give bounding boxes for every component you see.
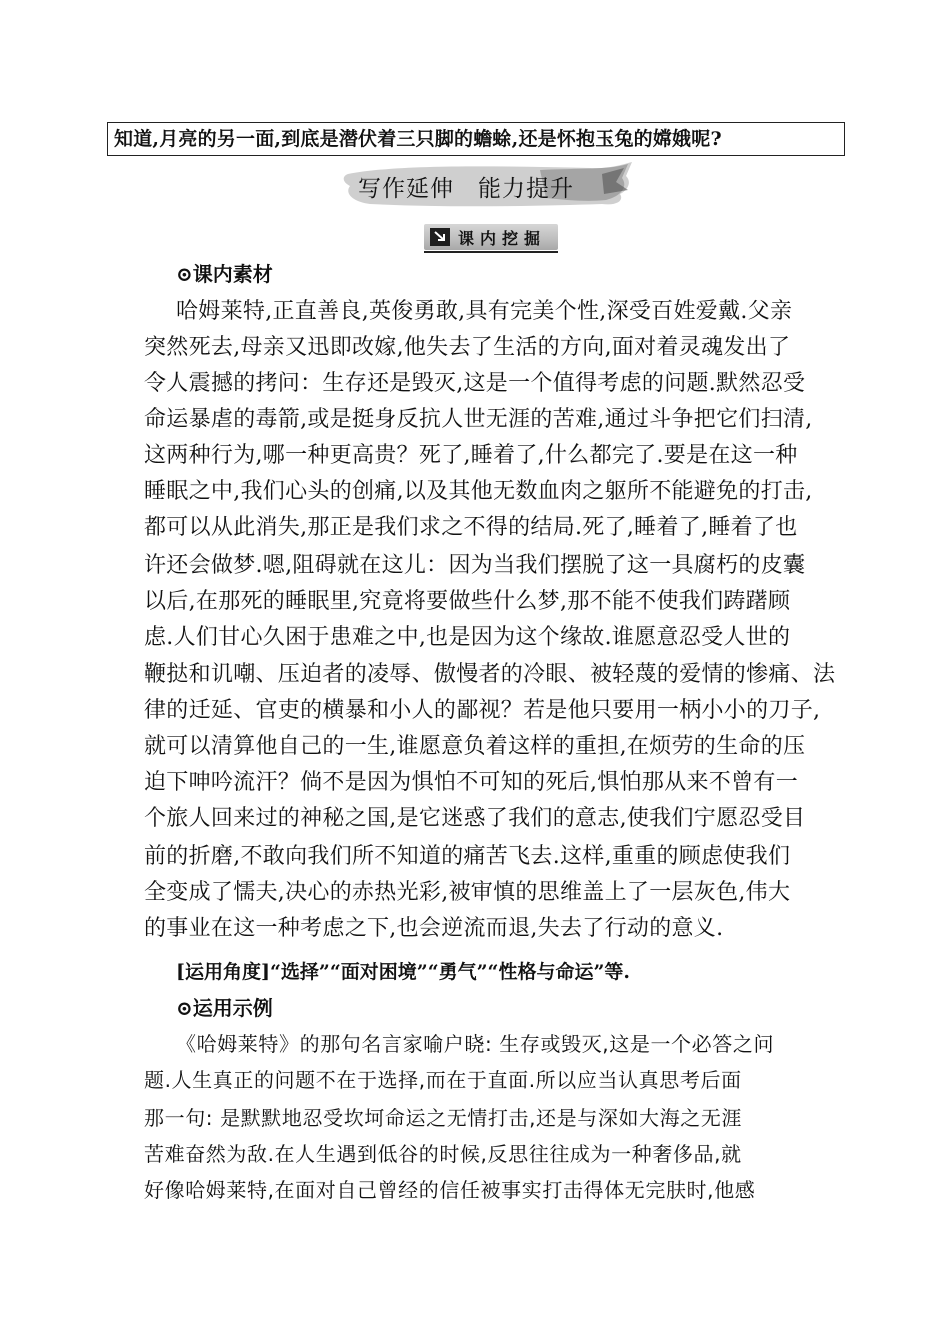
top-boxed-text: 知道,月亮的另一面,到底是潜伏着三只脚的蟾蜍,还是怀抱玉兔的嫦娥呢? (107, 122, 845, 156)
paragraph-line: 许还会做梦.嗯,阻碍就在这儿：因为当我们摆脱了这一具腐朽的皮囊 (144, 553, 806, 578)
paragraph-line: 的事业在这一种考虑之下,也会逆流而退,失去了行动的意义. (144, 916, 724, 941)
paragraph-line: 迫下呻吟流汗？倘不是因为惧怕不可知的死后,惧怕那从来不曾有一 (144, 770, 798, 795)
paragraph-line: 前的折磨,不敢向我们所不知道的痛苦飞去.这样,重重的顾虑使我们 (144, 844, 791, 869)
divider (424, 251, 558, 253)
example-line: 好像哈姆莱特,在面对自己曾经的信任被事实打击得体无完肤时,他感 (144, 1178, 756, 1202)
paragraph-line: 突然死去,母亲又迅即改嫁,他失去了生活的方向,面对着灵魂发出了 (144, 335, 791, 360)
arrow-down-right-icon (430, 228, 450, 246)
paragraph-line: 鞭挞和讥嘲、压迫者的凌辱、傲慢者的冷眼、被轻蔑的爱情的惨痛、法 (144, 662, 836, 687)
sub-section-banner (424, 224, 558, 250)
usage-angle: [运用角度]“选择”“面对困境”“勇气”“性格与命运”等. (176, 961, 631, 983)
sub-section-label: 课内挖掘 (458, 229, 547, 248)
section-title: 写作延伸 能力提升 (358, 176, 574, 202)
paragraph-line: 命运暴虐的毒箭,或是挺身反抗人世无涯的苦难,通过斗争把它们扫清, (144, 407, 813, 432)
paragraph-line: 都可以从此消失,那正是我们求之不得的结局.死了,睡着了,睡着了也 (144, 515, 798, 540)
paragraph-line: 这两种行为,哪一种更高贵？死了,睡着了,什么都完了.要是在这一种 (144, 443, 798, 468)
example-line: 苦难奋然为敌.在人生遇到低谷的时候,反思往往成为一种奢侈品,就 (144, 1142, 742, 1166)
paragraph-line: 就可以清算他自己的一生,谁愿意负着这样的重担,在烦劳的生命的压 (144, 734, 806, 759)
paragraph-line: 虑.人们甘心久困于患难之中,也是因为这个缘故.谁愿意忍受人世的 (144, 625, 791, 650)
example-line: 题.人生真正的问题不在于选择,而在于直面.所以应当认真思考后面 (144, 1068, 742, 1092)
paragraph-line: 睡眠之中,我们心头的创痛,以及其他无数血肉之躯所不能避免的打击, (144, 479, 813, 504)
material-heading: ⊙课内素材 (176, 262, 273, 286)
paragraph-line: 令人震撼的拷问：生存还是毁灭,这是一个值得考虑的问题.默然忍受 (144, 371, 806, 396)
paragraph-line: 以后,在那死的睡眠里,究竟将要做些什么梦,那不能不使我们踌躇顾 (144, 589, 791, 614)
example-line: 那一句: 是默默地忍受坎坷命运之无情打击,还是与深如大海之无涯 (144, 1106, 743, 1130)
example-line: 《哈姆莱特》的那句名言家喻户晓: 生存或毁灭,这是一个必答之问 (176, 1032, 775, 1056)
section-banner (340, 160, 640, 212)
paragraph-line: 哈姆莱特,正直善良,英俊勇敢,具有完美个性,深受百姓爱戴.父亲 (176, 299, 793, 324)
example-heading: ⊙运用示例 (176, 996, 273, 1020)
paragraph-line: 个旅人回来过的神秘之国,是它迷惑了我们的意志,使我们宁愿忍受目 (144, 806, 806, 831)
paragraph-line: 全变成了懦夫,决心的赤热光彩,被审慎的思维盖上了一层灰色,伟大 (144, 880, 791, 905)
paragraph-line: 律的迁延、官吏的横暴和小人的鄙视？若是他只要用一柄小小的刀子, (144, 698, 821, 723)
